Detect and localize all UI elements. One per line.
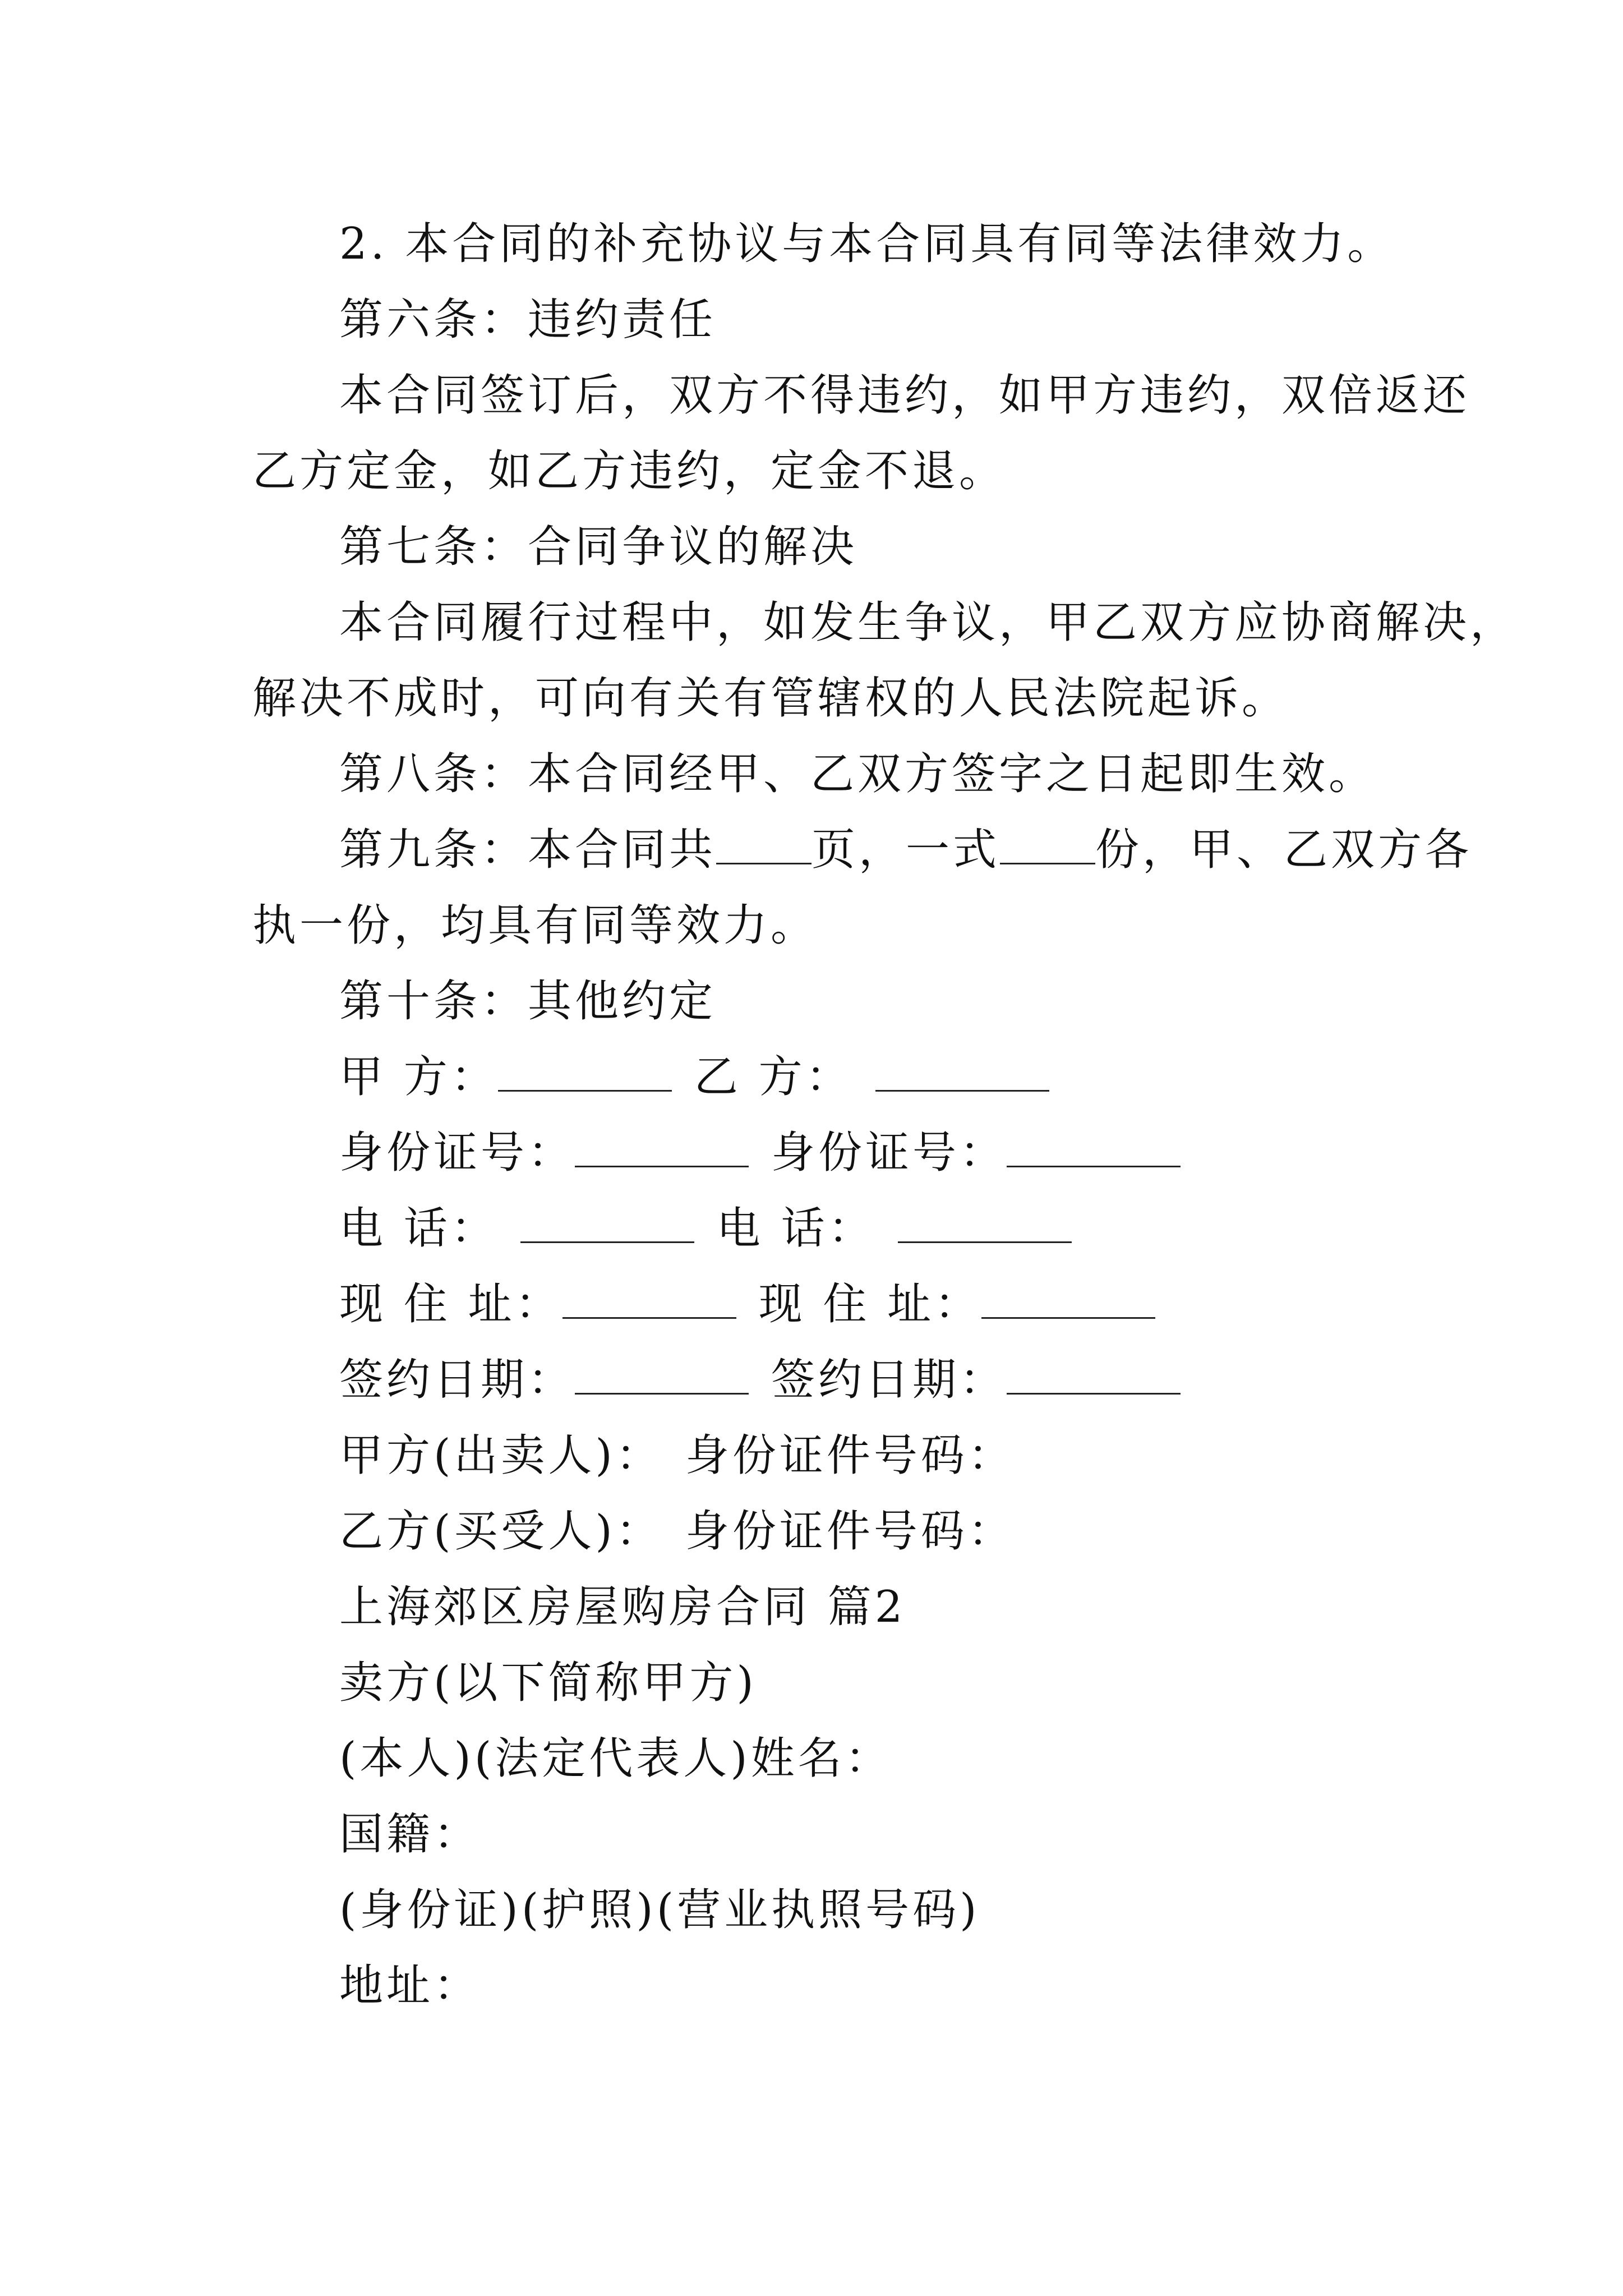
party-b-label: 乙 方：	[694, 1052, 853, 1102]
clause-nine-line1	[339, 822, 1473, 878]
addr-b-blank	[981, 1278, 1155, 1319]
copies-blank	[1000, 823, 1095, 864]
clause-seven-body-line1: 本合同履行过程中，如发生争议，甲乙双方应协商解决，	[339, 597, 1518, 648]
clause-nine-part1: 第九条：本合同共	[339, 825, 717, 875]
addr-a-blank	[562, 1278, 736, 1319]
phone-a-blank	[520, 1202, 694, 1243]
seller-id-label: 身份证件号码：	[685, 1430, 1015, 1481]
addr-a-label: 现 住 址：	[339, 1279, 562, 1329]
section2-title: 上海郊区房屋购房合同 篇2	[339, 1582, 906, 1632]
date-b-label: 签约日期：	[771, 1355, 1007, 1405]
date-b-blank	[1007, 1354, 1181, 1395]
id-row	[339, 1125, 1396, 1181]
seller-row	[339, 1428, 1396, 1484]
phone-row	[339, 1200, 1396, 1257]
date-a-blank	[575, 1354, 749, 1395]
phone-a-label: 电 话：	[339, 1203, 498, 1254]
buyer-row	[339, 1503, 1396, 1559]
clause-ten-heading: 第十条：其他约定	[339, 976, 717, 1027]
nationality: 国籍：	[339, 1809, 481, 1860]
clause-supplement: 2. 本合同的补充协议与本合同具有同等法律效力。	[339, 219, 1395, 269]
clause-six-body-line2: 乙方定金，如乙方违约，定金不退。	[252, 446, 1007, 496]
address: 地址：	[339, 1961, 481, 2011]
clause-nine-part2: 页，一式	[811, 825, 1000, 875]
party-row	[339, 1049, 1396, 1105]
address-row	[339, 1276, 1396, 1332]
buyer-id-label: 身份证件号码：	[685, 1506, 1015, 1557]
seller-intro: 卖方(以下简称甲方)	[339, 1658, 757, 1708]
party-a-label: 甲 方：	[339, 1052, 498, 1102]
id-b-label: 身份证号：	[771, 1128, 1007, 1178]
clause-seven-heading: 第七条：合同争议的解决	[339, 522, 858, 572]
id-a-blank	[575, 1126, 749, 1167]
id-a-label: 身份证号：	[339, 1128, 575, 1178]
buyer-label: 乙方(买受人)：	[339, 1506, 663, 1557]
clause-nine-line2: 执一份，均具有同等效力。	[252, 900, 818, 951]
id-documents: (身份证)(护照)(营业执照号码)	[339, 1885, 980, 1935]
date-a-label: 签约日期：	[339, 1355, 575, 1405]
clause-six-heading: 第六条：违约责任	[339, 295, 717, 345]
phone-b-label: 电 话：	[716, 1203, 875, 1254]
seller-label: 甲方(出卖人)：	[339, 1430, 663, 1481]
party-b-blank	[875, 1051, 1049, 1092]
id-b-blank	[1007, 1126, 1181, 1167]
addr-b-label: 现 住 址：	[758, 1279, 982, 1329]
clause-seven-body-line2: 解决不成时，可向有关有管辖权的人民法院起诉。	[252, 673, 1289, 724]
party-a-blank	[498, 1051, 672, 1092]
phone-b-blank	[898, 1202, 1072, 1243]
representative-name: (本人)(法定代表人)姓名：	[339, 1733, 892, 1784]
clause-eight: 第八条：本合同经甲、乙双方签字之日起即生效。	[339, 749, 1376, 799]
clause-nine-part3: 份，甲、乙双方各	[1095, 825, 1473, 875]
pages-blank	[716, 823, 811, 864]
date-row	[339, 1352, 1396, 1408]
clause-six-body-line1: 本合同签订后，双方不得违约，如甲方违约，双倍返还	[339, 370, 1470, 421]
